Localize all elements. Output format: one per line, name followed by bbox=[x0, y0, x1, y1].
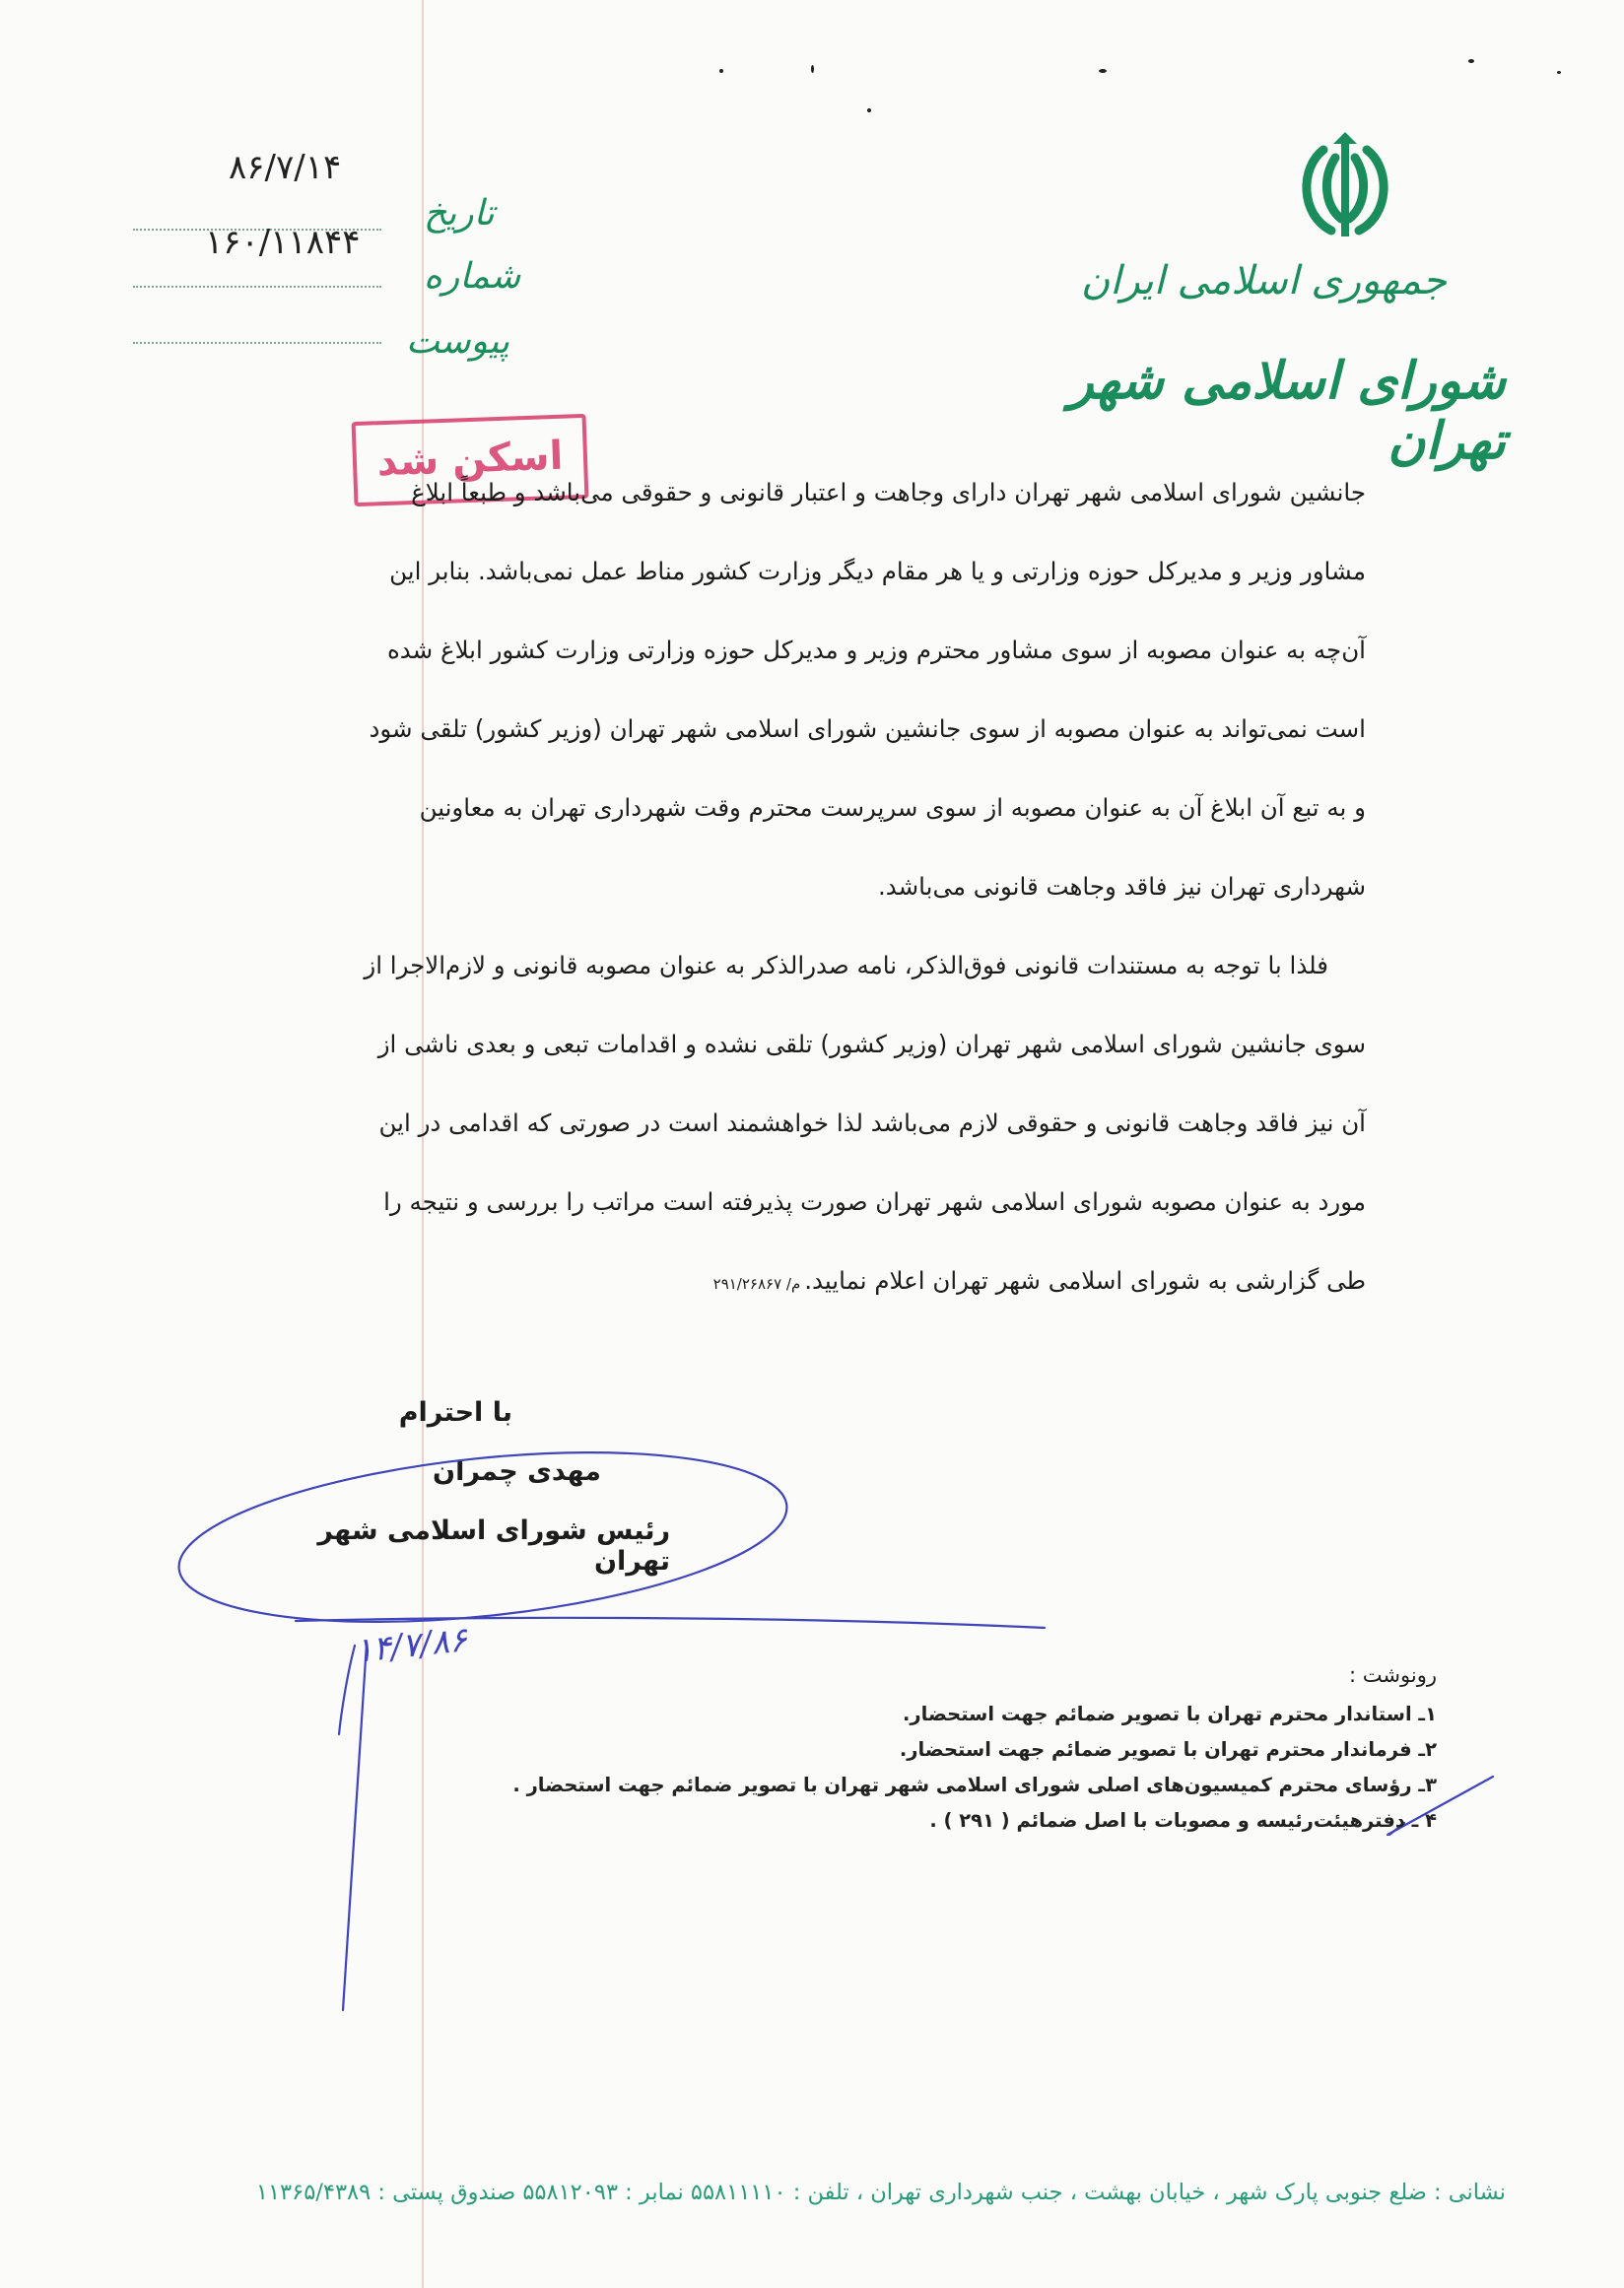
body-line: سوی جانشین شورای اسلامی شهر تهران (وزیر کشور) تلقی نشده و اقدامات تبعی و بعدی ناشی از bbox=[377, 1030, 1366, 1058]
body-line: جانشین شورای اسلامی شهر تهران دارای وجاهت و اعتبار قانونی و حقوقی می‌باشد و طبعاً ابلاغ bbox=[411, 478, 1366, 506]
date-value: ۸۶/۷/۱۴ bbox=[229, 148, 342, 187]
attachment-label: پیوست bbox=[406, 321, 509, 362]
letter-body bbox=[311, 453, 1366, 1320]
signer-title: رئیس شورای اسلامی شهر تهران bbox=[317, 1515, 670, 1577]
cc-item: ۳ـ رؤسای محترم کمیسیون‌های اصلی شورای اسلامی شهر تهران با تصویر ضمائم جهت استحضار . bbox=[512, 1774, 1437, 1796]
cc-title: رونوشت : bbox=[1349, 1663, 1437, 1687]
scan-speck bbox=[1099, 69, 1107, 73]
cc-item: ۴ ـ دفترهیئت‌رئیسه و مصوبات با اصل ضمائم ( ۲۹۱ ) . bbox=[929, 1809, 1437, 1832]
body-line: آن نیز فاقد وجاهت قانونی و حقوقی لازم می‌باشد لذا خواهشمند است در صورتی که اقدامی در این bbox=[378, 1109, 1366, 1137]
number-label: شماره bbox=[424, 256, 521, 297]
body-line: مورد به عنوان مصوبه شورای اسلامی شهر تهران صورت پذیرفته است مراتب را بررسی و نتیجه را bbox=[383, 1187, 1366, 1216]
cc-list bbox=[512, 1697, 1437, 1839]
cc-item: ۲ـ فرماندار محترم تهران با تصویر ضمائم جهت استحضار. bbox=[899, 1738, 1437, 1761]
body-line: و به تبع آن ابلاغ آن به عنوان مصوبه از سوی سرپرست محترم وقت شهرداری تهران به معاونین bbox=[419, 793, 1366, 822]
attachment-line bbox=[133, 342, 381, 344]
reference-number: م/ ۲۹۱/۲۶۸۶۷ bbox=[712, 1275, 801, 1293]
body-line-final bbox=[311, 1242, 1366, 1320]
body-line: آن‌چه به عنوان مصوبه از سوی مشاور محترم وزیر و مدیرکل حوزه وزارتی وزارت کشور ابلاغ شده bbox=[386, 636, 1366, 664]
cc-item: ۱ـ استاندار محترم تهران با تصویر ضمائم جهت استحضار. bbox=[902, 1703, 1437, 1725]
body-line: شهرداری تهران نیز فاقد وجاهت قانونی می‌باشد. bbox=[877, 872, 1366, 901]
body-line: طی گزارشی به شورای اسلامی شهر تهران اعلام نمایید. bbox=[804, 1266, 1366, 1295]
scanned-stamp: اسکن شد bbox=[352, 414, 589, 506]
footer-address: نشانی : ضلع جنوبی پارک شهر ، خیابان بهشت ، جنب شهرداری تهران ، تلفن : ۵۵۸۱۱۱۱۰ نمابر : ۵۵۸۱۲۰۹۳ صندوق پستی : ۱۱۳۶۵/۴۳۸۹ bbox=[255, 2180, 1506, 2205]
number-value: ۱۶۰/۱۱۸۴۴ bbox=[205, 223, 361, 262]
handwritten-date: ۱۴/۷/۸۶ bbox=[353, 1620, 469, 1671]
scan-speck bbox=[1468, 59, 1474, 63]
number-line bbox=[133, 286, 381, 288]
scan-speck bbox=[867, 108, 871, 112]
closing-phrase: با احترام bbox=[398, 1397, 512, 1428]
signer-name: مهدی چمران bbox=[433, 1456, 601, 1487]
body-line: فلذا با توجه به مستندات قانونی فوق‌الذکر، نامه صدرالذکر به عنوان مصوبه قانونی و لازم‌الاجرا از bbox=[364, 951, 1328, 979]
date-label: تاریخ bbox=[424, 193, 495, 234]
institution-name: شورای اسلامی شهر تهران bbox=[1068, 351, 1506, 471]
body-line: مشاور وزیر و مدیرکل حوزه وزارتی و یا هر مقام دیگر وزارت کشور مناط عمل نمی‌باشد. بنابر این bbox=[389, 557, 1366, 585]
body-line: است نمی‌تواند به عنوان مصوبه از سوی جانشین شورای اسلامی شهر تهران (وزیر کشور) تلقی شود bbox=[369, 714, 1366, 743]
scan-speck bbox=[1557, 71, 1561, 74]
iran-emblem-icon bbox=[1286, 128, 1404, 246]
scan-speck bbox=[719, 69, 723, 73]
scan-speck bbox=[811, 65, 814, 73]
government-name: جمهوری اسلامی ایران bbox=[1080, 258, 1447, 303]
